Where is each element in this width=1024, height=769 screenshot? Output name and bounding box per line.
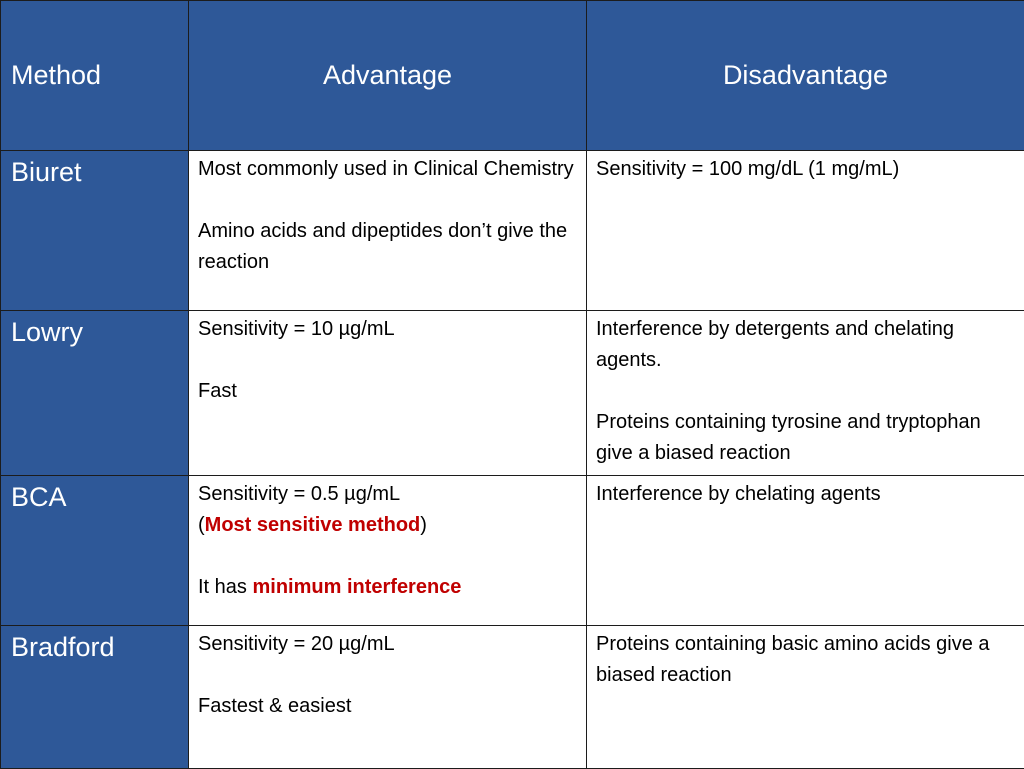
disadvantage-line: Proteins containing basic amino acids give a biased reaction: [596, 629, 1015, 691]
header-row: [1, 1, 1024, 151]
advantage-line: Sensitivity = 10 µg/mL: [198, 314, 577, 345]
disadvantage-cell: [587, 311, 1024, 476]
disadvantage-cell: [587, 151, 1024, 311]
advantage-line: Fastest & easiest: [198, 691, 577, 722]
row-biuret: [1, 151, 1024, 311]
advantage-line: Amino acids and dipeptides don’t give the reaction: [198, 216, 577, 278]
disadvantage-line: Interference by detergents and chelating agents.: [596, 314, 1015, 376]
disadvantage-line: Proteins containing tyrosine and tryptophan give a biased reaction: [596, 407, 1015, 469]
advantage-line: [198, 572, 577, 603]
row-bca: [1, 476, 1024, 626]
highlight-text: Most sensitive method: [205, 514, 421, 536]
disadvantage-line: Sensitivity = 100 mg/dL (1 mg/mL): [596, 154, 1015, 185]
disadvantage-line: Interference by chelating agents: [596, 479, 1015, 510]
line-prefix: It has: [198, 576, 252, 598]
header-method: Method: [1, 1, 189, 151]
close-paren: ): [420, 514, 427, 536]
row-bradford: [1, 626, 1024, 769]
header-advantage: Advantage: [189, 1, 587, 151]
row-lowry: [1, 311, 1024, 476]
disadvantage-cell: [587, 626, 1024, 769]
advantage-line: [198, 510, 577, 541]
advantage-line: Most commonly used in Clinical Chemistry: [198, 154, 577, 185]
method-name: Lowry: [1, 311, 189, 476]
advantage-line: Sensitivity = 0.5 µg/mL: [198, 479, 577, 510]
advantage-cell: [189, 151, 587, 311]
method-name: Bradford: [1, 626, 189, 769]
disadvantage-cell: [587, 476, 1024, 626]
advantage-cell: [189, 476, 587, 626]
advantage-line: Sensitivity = 20 µg/mL: [198, 629, 577, 660]
advantage-cell: [189, 626, 587, 769]
method-name: Biuret: [1, 151, 189, 311]
header-disadvantage: Disadvantage: [587, 1, 1024, 151]
advantage-line: Fast: [198, 376, 577, 407]
open-paren: (: [198, 514, 205, 536]
advantage-cell: [189, 311, 587, 476]
highlight-text: minimum interference: [252, 576, 461, 598]
method-name: BCA: [1, 476, 189, 626]
